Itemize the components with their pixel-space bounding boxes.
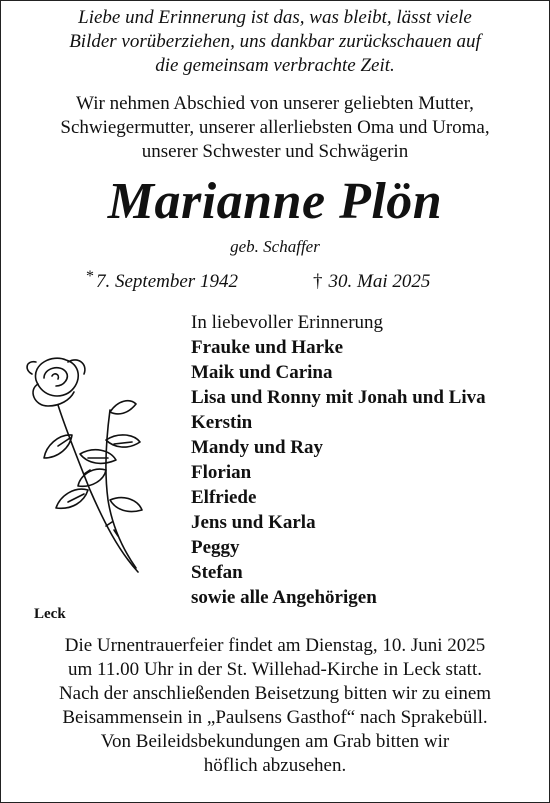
mourner-name: Mandy und Ray [191,437,323,458]
motto-line: Liebe und Erinnerung ist das, was bleibt, lässt viele [78,7,472,28]
cross-icon: † [313,271,323,292]
rose-icon [18,350,168,580]
service-line: Von Beileidsbekundungen am Grab bitten wir [100,731,450,752]
place-name: Leck [34,606,66,622]
motto-verse [0,6,550,78]
mourner-name: sowie alle Angehörigen [191,587,377,608]
service-line: um 11.00 Uhr in der St. Willehad-Kirche in Leck statt. [68,659,482,680]
motto-line: die gemeinsam verbrachte Zeit. [155,55,395,76]
service-line: Beisammensein in „Paulsens Gasthof“ nach Sprakebüll. [62,707,488,728]
motto-line: Bilder vorüberziehen, uns dankbar zurückschauen auf [69,31,481,52]
intro-line: unserer Schwester und Schwägerin [141,141,409,162]
mourner-name: Florian [191,462,252,483]
mourner-name: Kerstin [191,412,253,433]
birth-date-text: 7. September 1942 [96,271,238,292]
service-info [0,634,550,778]
intro-line: Schwiegermutter, unserer allerliebsten Oma und Uroma, [60,117,490,138]
service-line: Die Urnentrauerfeier findet am Dienstag, 10. Juni 2025 [64,635,486,656]
birth-symbol: * [86,268,94,285]
mourner-name: Elfriede [191,487,257,508]
birth-date [86,270,238,295]
mourner-name: Stefan [191,562,243,583]
mourner-name: Jens und Karla [191,512,316,533]
mourner-name: Maik und Carina [191,362,333,383]
mourner-name: Lisa und Ronny mit Jonah und Liva [191,387,486,408]
death-date [313,270,430,294]
mourner-name: Peggy [191,537,240,558]
mourner-name: Frauke und Harke [191,337,344,358]
maiden-name: geb. Schaffer [230,237,320,256]
service-line: Nach der anschließenden Beisetzung bitten wir zu einem [58,683,492,704]
intro-text [0,92,550,164]
mourners-lead: In liebevoller Erinnerung [191,312,384,333]
deceased-name: Marianne Plön [107,173,443,230]
death-date-text: 30. Mai 2025 [328,271,431,292]
mourners-list [191,310,486,610]
intro-line: Wir nehmen Abschied von unserer geliebten Mutter, [76,93,474,114]
service-line: höflich abzusehen. [203,755,347,776]
